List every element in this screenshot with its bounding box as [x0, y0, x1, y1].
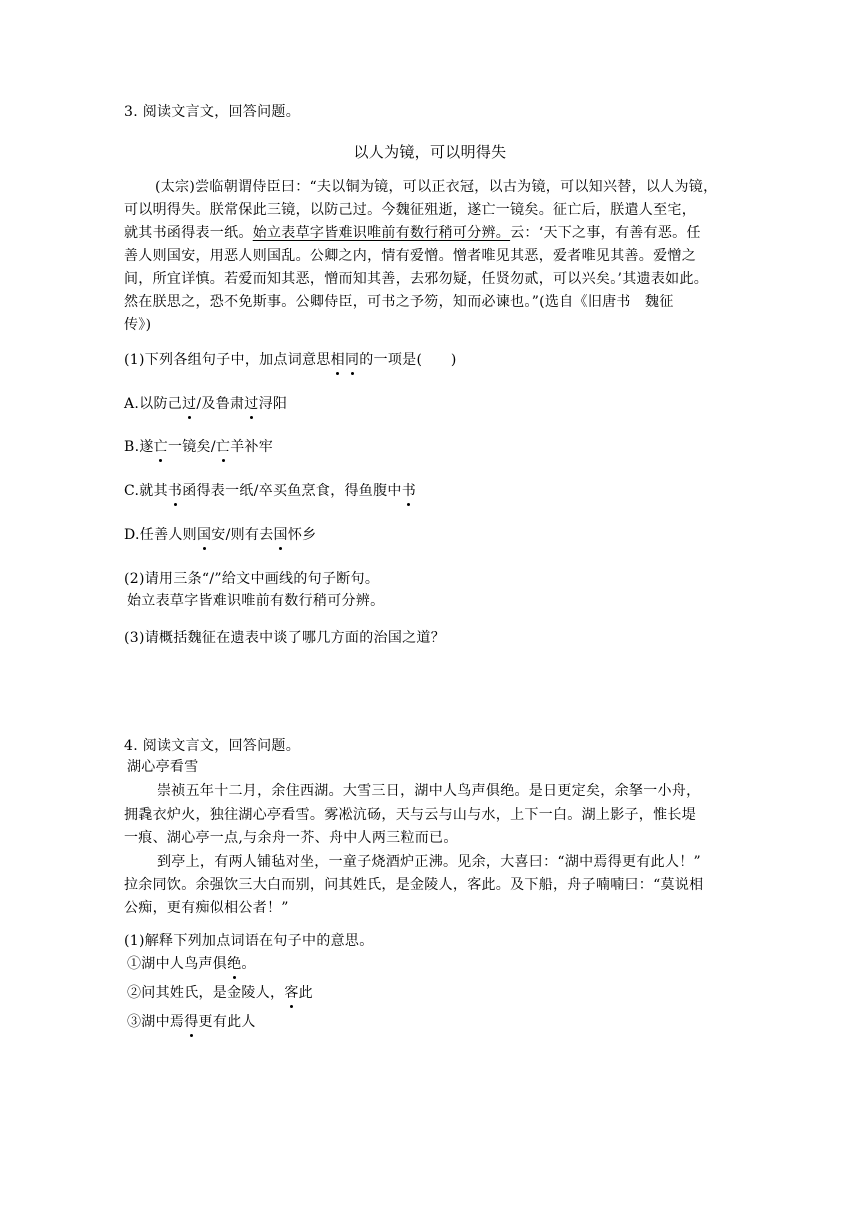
question-4-passage-title: 湖心亭看雪 — [127, 759, 199, 775]
item-text: ②问其姓氏，是金陵人， — [127, 985, 285, 1001]
option-text: D.任善人则 — [124, 527, 197, 543]
underlined-sentence: 始立表草字皆难识唯前有数行稍可分辨。 — [252, 225, 511, 241]
item-text: ①湖中人鸟声俱 — [127, 956, 228, 972]
item-text: 。 — [241, 956, 256, 972]
dotted-char: 亡 — [215, 439, 231, 455]
option-text: B.遂 — [124, 439, 154, 455]
passage-text: 就其书函得表一纸。 — [124, 225, 253, 241]
option-text: 一镜矣/ — [167, 439, 216, 455]
question-4-heading: 4. 阅读文言文，回答问题。 — [124, 738, 301, 754]
dotted-char: 国 — [273, 527, 288, 543]
passage-line: 拥毳衣炉火，独往湖心亭看雪。雾凇沆砀，天与云与山与水，上下一白。湖上影子，惟长堤 — [124, 807, 696, 823]
dotted-char: 过 — [182, 396, 197, 412]
option-c — [124, 482, 416, 500]
passage-line: 崇祯五年十二月，余住西湖。大雪三日，湖中人鸟声俱绝。是日更定矣，余拏一小舟， — [157, 783, 701, 799]
item-text: 此 — [298, 985, 313, 1001]
passage-line: 善人则国安，用恶人则国乱。公卿之内，情有爱憎。憎者唯见其恶，爱者唯见其善。爱憎之 — [124, 248, 696, 264]
passage-line: 公痴，更有痴似相公者！” — [124, 900, 289, 916]
prompt-text: (1)下列各组句子中，加点词意思 — [124, 352, 331, 368]
passage-line: 拉余同饮。余强饮三大白而别，问其姓氏，是金陵人，客此。及下船，舟子喃喃曰：“莫说相 — [124, 877, 704, 893]
prompt-text: 的一项是( ) — [359, 352, 457, 368]
option-a — [124, 395, 287, 413]
passage-line: 传》) — [124, 317, 152, 333]
dotted-char: 书 — [401, 483, 417, 499]
option-text: C.就其 — [124, 483, 168, 499]
dotted-char: 过 — [244, 396, 259, 412]
question-4-item-2 — [127, 984, 313, 1002]
item-text: 更有此人 — [198, 1014, 256, 1030]
question-3-sub2-prompt: (2)请用三条“/”给文中画线的句子断句。 — [124, 571, 380, 587]
dotted-char: 客 — [284, 985, 299, 1001]
option-text: A.以防己 — [124, 396, 183, 412]
option-text: 浔阳 — [258, 396, 288, 412]
option-text: 函得表一纸/卒买鱼烹食，得鱼腹中 — [182, 483, 402, 499]
passage-text: 云：‘天下之事，有善有恶。任 — [510, 225, 701, 241]
dotted-char: 书 — [167, 483, 183, 499]
option-text: 羊补牢 — [230, 439, 274, 455]
dotted-char: 亡 — [153, 439, 168, 455]
option-d — [124, 526, 316, 544]
dotted-char: 同 — [344, 352, 360, 368]
option-text: 怀乡 — [287, 527, 317, 543]
passage-line: 一痕、湖心亭一点,与余舟一芥、舟中人两三粒而已。 — [124, 830, 458, 846]
question-3-sub3-prompt: (3)请概括魏征在遗表中谈了哪几方面的治国之道？ — [124, 630, 446, 646]
option-b — [124, 438, 273, 456]
question-3-sub2-sentence: 始立表草字皆难识唯前有数行稍可分辨。 — [127, 593, 385, 609]
passage-line: 到亭上，有两人铺毡对坐，一童子烧酒炉正沸。见余，大喜曰：“湖中焉得更有此人！” — [157, 854, 702, 870]
passage-line: 然在朕思之，恐不免斯事。公卿侍臣，可书之予笏，知而必谏也。”(选自《旧唐书 魏征 — [124, 294, 674, 310]
question-4-sub1-prompt: (1)解释下列加点词语在句子中的意思。 — [124, 933, 374, 949]
question-4-item-3 — [127, 1013, 256, 1031]
dotted-char: 得 — [184, 1014, 199, 1030]
item-text: ③湖中焉 — [127, 1014, 185, 1030]
question-3-heading: 3. 阅读文言文，回答问题。 — [124, 104, 301, 120]
dotted-char: 绝 — [227, 956, 242, 972]
dotted-char: 相 — [330, 352, 345, 368]
question-3-sub1-prompt — [124, 351, 457, 369]
dotted-char: 国 — [196, 527, 212, 543]
passage-line: 间，所宜详慎。若爱而知其恶，憎而知其善，去邪勿疑，任贤勿贰，可以兴矣。’其遗表如此。 — [124, 271, 709, 287]
passage-line: 可以明得失。朕常保此三镜，以防己过。今魏征殂逝，遂亡一镜矣。征亡后，朕遣人至宅， — [124, 202, 696, 218]
question-3-passage-title: 以人为镜，可以明得失 — [353, 143, 507, 161]
passage-line: (太宗)尝临朝谓侍臣曰：“夫以铜为镜，可以正衣冠，以古为镜，可以知兴替，以人为镜， — [155, 179, 718, 195]
question-4-item-1 — [127, 955, 256, 973]
passage-line — [124, 224, 701, 242]
option-text: 安/则有去 — [211, 527, 274, 543]
option-text: /及鲁肃 — [196, 396, 245, 412]
